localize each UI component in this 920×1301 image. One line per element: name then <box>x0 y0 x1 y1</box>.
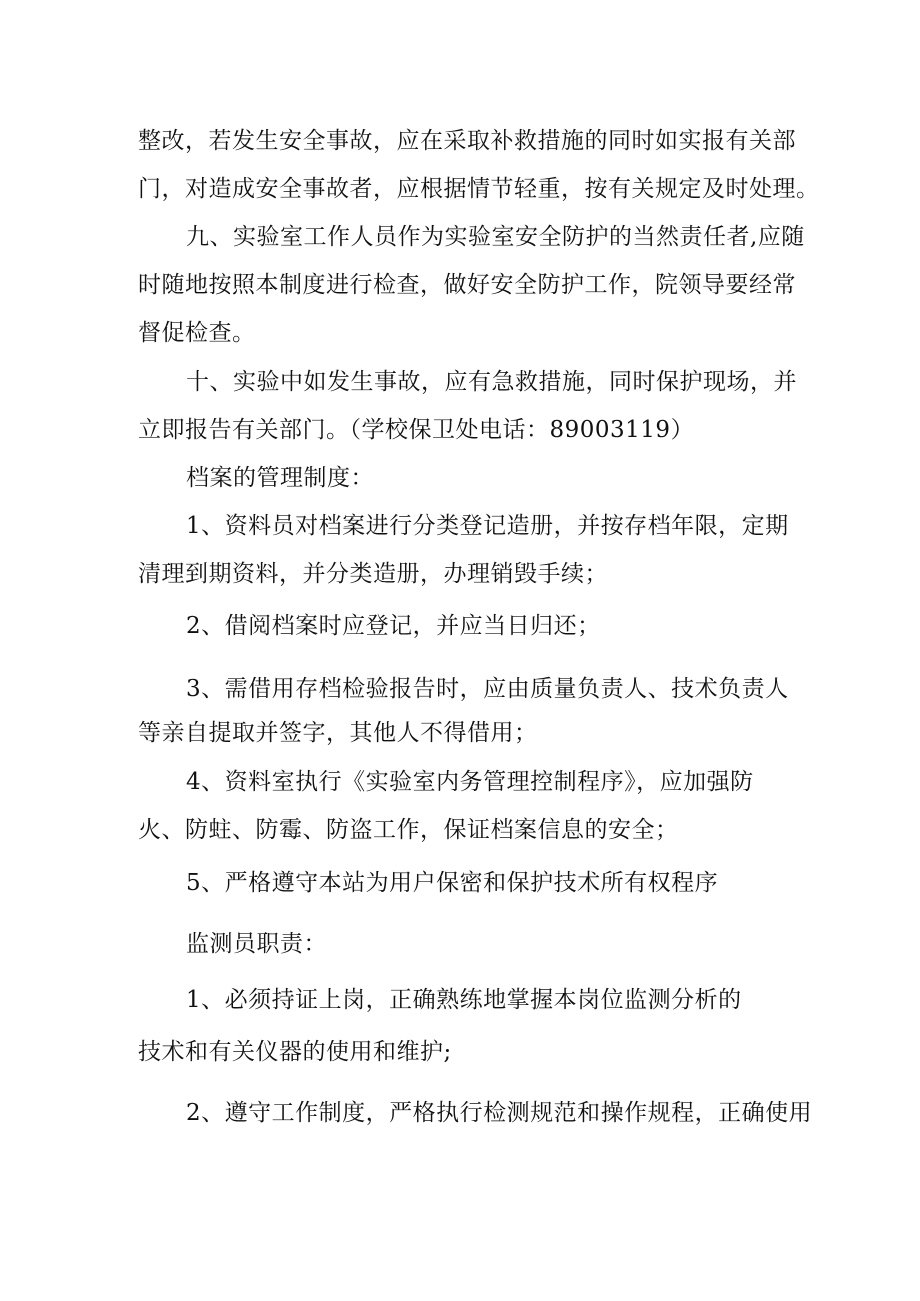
list-item: 1、必须持证上岗，正确熟练地掌握本岗位监测分析的 <box>186 987 742 1013</box>
text-line: 整改，若发生安全事故，应在采取补救措施的同时如实报有关部 <box>138 128 796 154</box>
paragraph-heading: 九、实验室工作人员作为实验室安全防护的当然责任者,应随 <box>186 224 805 250</box>
section-title: 监测员职责： <box>186 931 327 957</box>
list-item: 2、借阅档案时应登记，并应当日归还； <box>186 613 601 639</box>
text-line: 清理到期资料，并分类造册，办理销毁手续； <box>138 561 608 587</box>
text-line: 火、防蛀、防霉、防盗工作，保证档案信息的安全； <box>138 817 679 843</box>
list-item: 2、遵守工作制度，严格执行检测规范和操作规程，正确使用 <box>186 1100 813 1126</box>
text-line: 立即报告有关部门。（学校保卫处电话：89003119） <box>138 417 695 443</box>
list-item: 4、资料室执行《实验室内务管理控制程序》，应加强防 <box>186 769 754 795</box>
section-title: 档案的管理制度： <box>186 465 374 491</box>
list-item: 3、需借用存档检验报告时，应由质量负责人、技术负责人 <box>186 676 789 702</box>
text-line: 门，对造成安全事故者，应根据情节轻重，按有关规定及时处理。 <box>138 176 820 202</box>
paragraph-heading: 十、实验中如发生事故，应有急救措施，同时保护现场，并 <box>186 369 797 395</box>
text-line: 督促检查。 <box>138 320 256 346</box>
list-item: 1、资料员对档案进行分类登记造册，并按存档年限，定期 <box>186 513 789 539</box>
list-item: 5、严格遵守本站为用户保密和保护技术所有权程序 <box>186 870 719 896</box>
text-line: 等亲自提取并签字，其他人不得借用； <box>138 720 538 746</box>
text-line: 时随地按照本制度进行检查，做好安全防护工作，院领导要经常 <box>138 272 796 298</box>
text-line: 技术和有关仪器的使用和维护; <box>138 1039 452 1065</box>
